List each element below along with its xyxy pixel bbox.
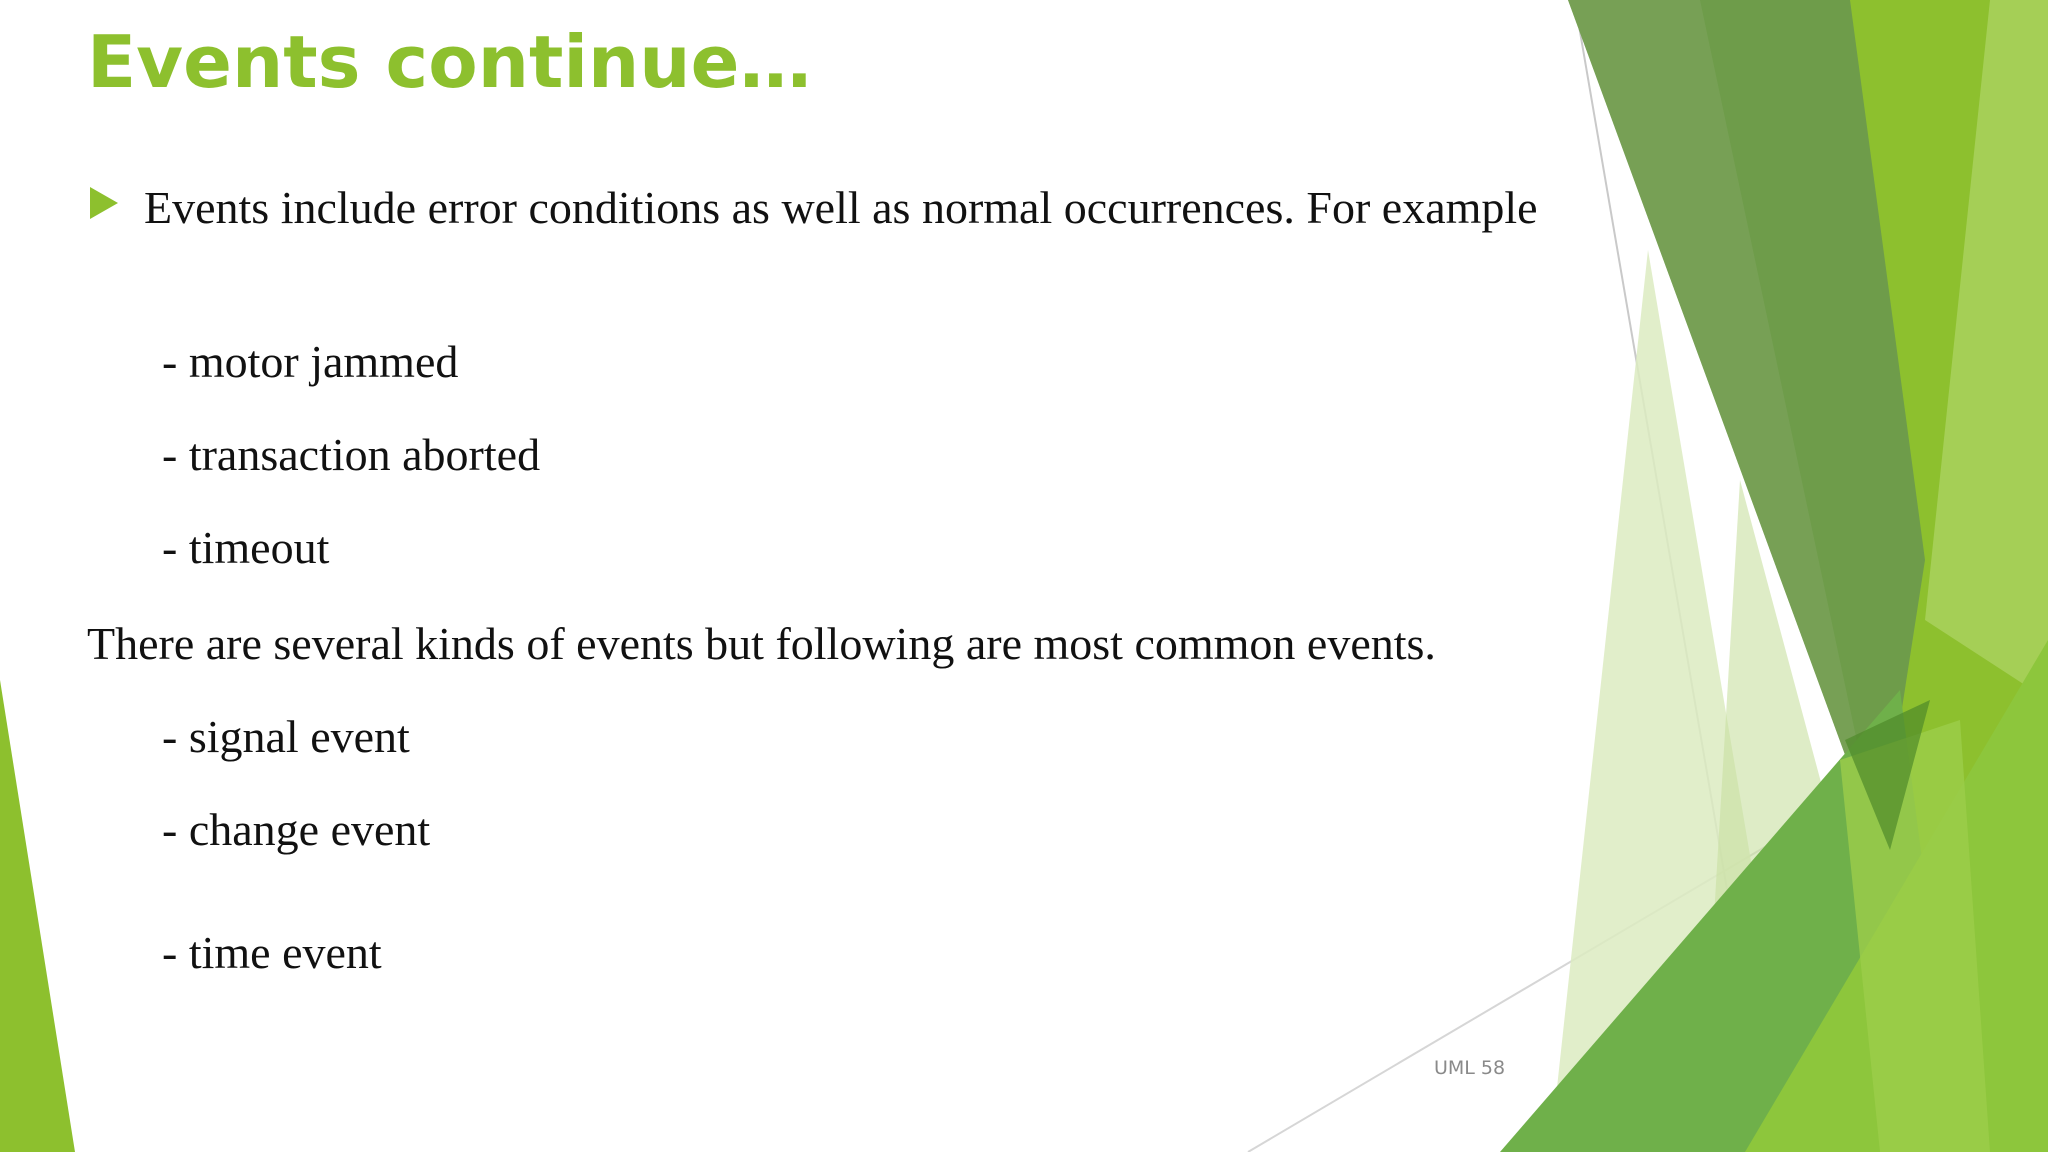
- slide-footer: UML 58: [1434, 1057, 1506, 1079]
- bullet-text: Events include error conditions as well as normal occurrences. For example: [144, 182, 1538, 233]
- event-kind-item: - change event: [162, 804, 431, 855]
- example-item: - timeout: [162, 522, 330, 573]
- summary-text: There are several kinds of events but following are most common events.: [87, 618, 1436, 669]
- example-item: - motor jammed: [162, 336, 459, 387]
- event-kind-item: - signal event: [162, 711, 410, 762]
- triangle-right-icon: [90, 187, 118, 219]
- slide-title: Events continue…: [87, 20, 812, 104]
- example-item: - transaction aborted: [162, 429, 541, 480]
- event-kind-item: - time event: [162, 927, 382, 978]
